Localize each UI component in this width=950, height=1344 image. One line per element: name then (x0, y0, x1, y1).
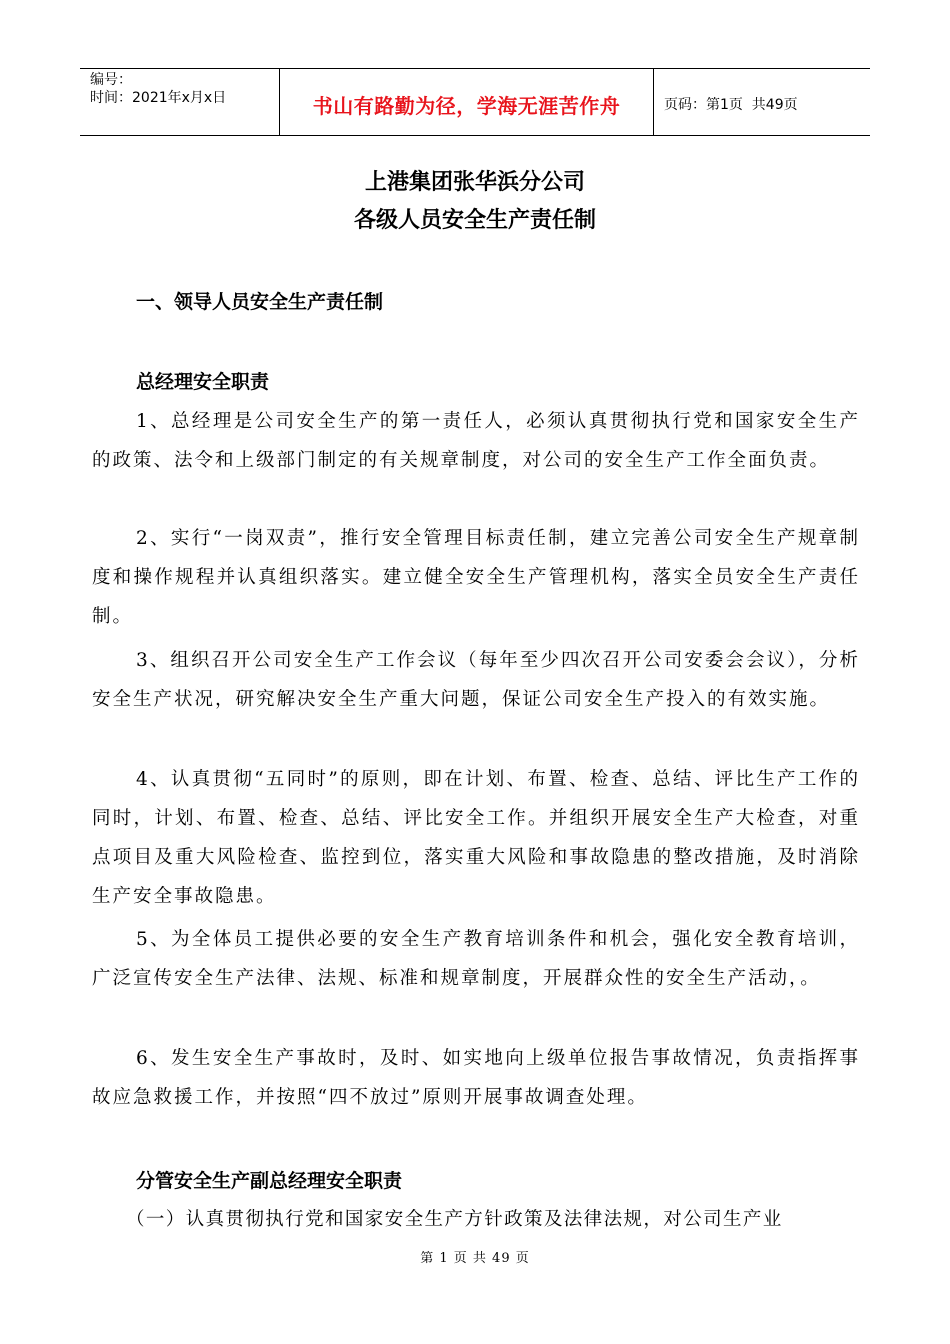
page-footer: 第 1 页 共 49 页 (420, 1251, 530, 1266)
paragraph: 4、认真贯彻“五同时”的原则，即在计划、布置、检查、总结、评比生产工作的同时，计划、布置、检查、总结、评比安全工作。并组织开展安全生产大检查，对重点项目及重大风险检查、监控到位，落实重大风险和事故隐患的整改措施，及时消除生产安全事故隐患。 (92, 769, 860, 907)
time-label: 时间：2021年x月x日 (90, 90, 227, 106)
header-meta (80, 69, 280, 135)
header-motto: 书山有路勤为径，学海无涯苦作舟 (280, 69, 654, 135)
paragraph: 2、实行“一岗双责”，推行安全管理目标责任制，建立完善公司安全生产规章制度和操作规程并认真组织落实。建立健全安全生产管理机构，落实全员安全生产责任制。 (92, 528, 860, 627)
paragraph: 6、发生安全生产事故时，及时、如实地向上级单位报告事故情况，负责指挥事故应急救援工作，并按照“四不放过”原则开展事故调查处理。 (92, 1048, 860, 1108)
title-line-1: 上港集团张华浜分公司 (364, 170, 585, 195)
section-heading: 一、领导人员安全生产责任制 (136, 291, 384, 313)
paragraph: （一）认真贯彻执行党和国家安全生产方针政策及法律法规，对公司生产业 (126, 1209, 783, 1230)
title-line-2: 各级人员安全生产责任制 (353, 208, 596, 233)
header-page-info: 页码：第1页 共49页 (664, 97, 798, 113)
document-title (0, 164, 950, 240)
subsection-heading: 分管安全生产副总经理安全职责 (136, 1170, 403, 1192)
paragraph: 5、为全体员工提供必要的安全生产教育培训条件和机会，强化安全教育培训，广泛宣传安全生产法律、法规、标准和规章制度，开展群众性的安全生产活动，。 (92, 929, 860, 989)
paragraph: 3、组织召开公司安全生产工作会议（每年至少四次召开公司安委会会议），分析安全生产状况，研究解决安全生产重大问题，保证公司安全生产投入的有效实施。 (92, 650, 860, 710)
paragraph: 1、总经理是公司安全生产的第一责任人，必须认真贯彻执行党和国家安全生产的政策、法令和上级部门制定的有关规章制度，对公司的安全生产工作全面负责。 (92, 411, 860, 471)
subsection-heading: 总经理安全职责 (136, 371, 270, 393)
page-header (80, 68, 870, 136)
number-label: 编号： (90, 72, 132, 88)
